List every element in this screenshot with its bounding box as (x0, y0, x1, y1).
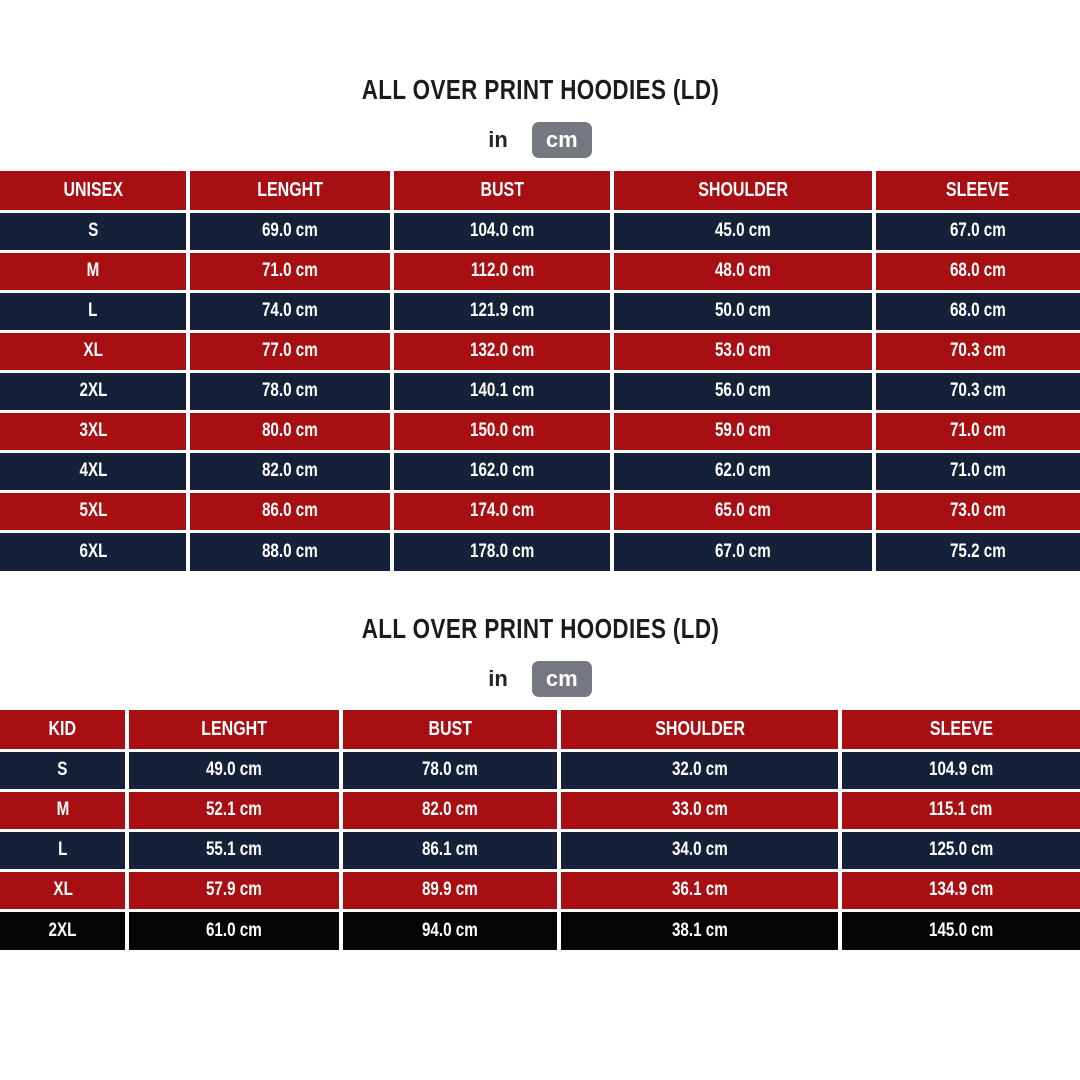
unit-cm-button[interactable]: cm (532, 122, 592, 158)
measurement-cell: 68.0 cm (874, 251, 1080, 291)
size-label-cell: XL (0, 870, 127, 910)
measurement-cell: 82.0 cm (188, 451, 392, 491)
kid-chart-section (0, 613, 1080, 950)
size-label-cell: L (0, 291, 188, 331)
size-label-cell: 2XL (0, 910, 127, 950)
size-label-cell: S (0, 750, 127, 790)
measurement-cell: 162.0 cm (392, 451, 612, 491)
column-header-kid: KID (0, 710, 127, 750)
unit-in-button[interactable]: in (488, 127, 508, 152)
measurement-cell: 70.3 cm (874, 371, 1080, 411)
size-row-l (0, 830, 1080, 870)
size-row-4xl (0, 451, 1080, 491)
column-header-unisex: UNISEX (0, 171, 188, 211)
measurement-cell: 71.0 cm (874, 411, 1080, 451)
chart-title (0, 613, 1080, 645)
measurement-cell: 36.1 cm (559, 870, 840, 910)
measurement-cell: 32.0 cm (559, 750, 840, 790)
size-row-3xl (0, 411, 1080, 451)
size-label-cell: 4XL (0, 451, 188, 491)
unit-toggle (0, 122, 1080, 158)
header-row (0, 710, 1080, 750)
header-row (0, 171, 1080, 211)
unit-cm-button[interactable]: cm (532, 661, 592, 697)
size-label-cell: 3XL (0, 411, 188, 451)
measurement-cell: 45.0 cm (612, 211, 873, 251)
column-header-bust: BUST (341, 710, 559, 750)
measurement-cell: 115.1 cm (840, 790, 1080, 830)
measurement-cell: 34.0 cm (559, 830, 840, 870)
unit-in-button[interactable]: in (488, 666, 508, 691)
chart-title-text: ALL OVER PRINT HOODIES (LD) (361, 74, 719, 105)
measurement-cell: 77.0 cm (188, 331, 392, 371)
measurement-cell: 78.0 cm (188, 371, 392, 411)
measurement-cell: 132.0 cm (392, 331, 612, 371)
unisex-size-table (0, 171, 1080, 571)
measurement-cell: 140.1 cm (392, 371, 612, 411)
measurement-cell: 121.9 cm (392, 291, 612, 331)
measurement-cell: 94.0 cm (341, 910, 559, 950)
unit-toggle (0, 661, 1080, 697)
measurement-cell: 86.0 cm (188, 491, 392, 531)
size-row-s (0, 211, 1080, 251)
size-row-m (0, 790, 1080, 830)
column-header-shoulder: SHOULDER (559, 710, 840, 750)
measurement-cell: 134.9 cm (840, 870, 1080, 910)
measurement-cell: 88.0 cm (188, 531, 392, 571)
measurement-cell: 50.0 cm (612, 291, 873, 331)
measurement-cell: 70.3 cm (874, 331, 1080, 371)
column-header-bust: BUST (392, 171, 612, 211)
size-label-cell: 5XL (0, 491, 188, 531)
measurement-cell: 56.0 cm (612, 371, 873, 411)
measurement-cell: 86.1 cm (341, 830, 559, 870)
measurement-cell: 49.0 cm (127, 750, 341, 790)
measurement-cell: 104.9 cm (840, 750, 1080, 790)
measurement-cell: 71.0 cm (188, 251, 392, 291)
chart-title (0, 74, 1080, 106)
size-row-l (0, 291, 1080, 331)
column-header-lenght: LENGHT (127, 710, 341, 750)
measurement-cell: 48.0 cm (612, 251, 873, 291)
size-label-cell: M (0, 251, 188, 291)
kid-size-table (0, 710, 1080, 950)
measurement-cell: 55.1 cm (127, 830, 341, 870)
measurement-cell: 104.0 cm (392, 211, 612, 251)
measurement-cell: 78.0 cm (341, 750, 559, 790)
measurement-cell: 75.2 cm (874, 531, 1080, 571)
size-label-cell: S (0, 211, 188, 251)
measurement-cell: 52.1 cm (127, 790, 341, 830)
measurement-cell: 65.0 cm (612, 491, 873, 531)
measurement-cell: 145.0 cm (840, 910, 1080, 950)
column-header-lenght: LENGHT (188, 171, 392, 211)
measurement-cell: 53.0 cm (612, 331, 873, 371)
column-header-shoulder: SHOULDER (612, 171, 873, 211)
measurement-cell: 89.9 cm (341, 870, 559, 910)
chart-title-text: ALL OVER PRINT HOODIES (LD) (361, 613, 719, 644)
measurement-cell: 61.0 cm (127, 910, 341, 950)
measurement-cell: 59.0 cm (612, 411, 873, 451)
measurement-cell: 125.0 cm (840, 830, 1080, 870)
measurement-cell: 67.0 cm (612, 531, 873, 571)
size-row-2xl (0, 910, 1080, 950)
measurement-cell: 69.0 cm (188, 211, 392, 251)
measurement-cell: 74.0 cm (188, 291, 392, 331)
measurement-cell: 82.0 cm (341, 790, 559, 830)
size-row-s (0, 750, 1080, 790)
size-row-5xl (0, 491, 1080, 531)
measurement-cell: 67.0 cm (874, 211, 1080, 251)
size-row-6xl (0, 531, 1080, 571)
measurement-cell: 112.0 cm (392, 251, 612, 291)
measurement-cell: 174.0 cm (392, 491, 612, 531)
size-label-cell: L (0, 830, 127, 870)
size-row-xl (0, 870, 1080, 910)
column-header-sleeve: SLEEVE (874, 171, 1080, 211)
measurement-cell: 71.0 cm (874, 451, 1080, 491)
size-row-xl (0, 331, 1080, 371)
measurement-cell: 33.0 cm (559, 790, 840, 830)
measurement-cell: 73.0 cm (874, 491, 1080, 531)
measurement-cell: 178.0 cm (392, 531, 612, 571)
measurement-cell: 150.0 cm (392, 411, 612, 451)
size-row-m (0, 251, 1080, 291)
size-label-cell: 2XL (0, 371, 188, 411)
measurement-cell: 80.0 cm (188, 411, 392, 451)
measurement-cell: 68.0 cm (874, 291, 1080, 331)
measurement-cell: 62.0 cm (612, 451, 873, 491)
measurement-cell: 38.1 cm (559, 910, 840, 950)
size-label-cell: 6XL (0, 531, 188, 571)
size-row-2xl (0, 371, 1080, 411)
size-label-cell: M (0, 790, 127, 830)
column-header-sleeve: SLEEVE (840, 710, 1080, 750)
measurement-cell: 57.9 cm (127, 870, 341, 910)
size-label-cell: XL (0, 331, 188, 371)
